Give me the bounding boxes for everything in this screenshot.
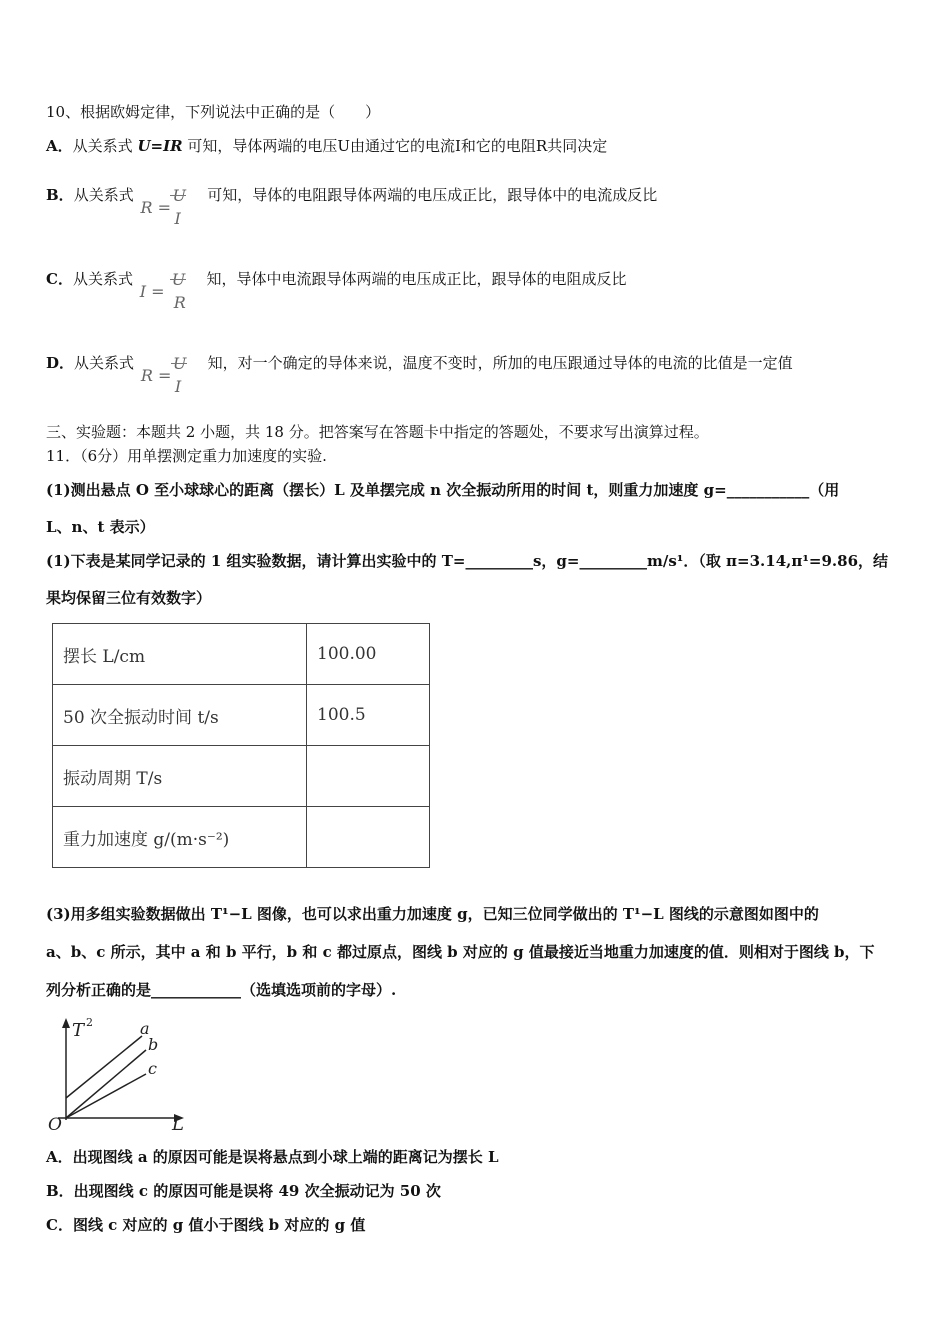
q11-part2-line2: 果均保留三位有效数字） (46, 589, 212, 607)
formula-fraction: R = U I (140, 186, 186, 228)
table-cell-value (307, 746, 430, 807)
q11-part1-line2: L、n、t 表示） (46, 518, 155, 536)
y-axis-superscript: 2 (86, 1016, 93, 1029)
table-cell-value: 100.5 (307, 685, 430, 746)
y-axis-arrow (62, 1018, 70, 1028)
table-cell-label: 50 次全振动时间 t/s (53, 685, 307, 746)
q10-option-b (46, 173, 658, 228)
option-post: 知，对一个确定的导体来说，温度不变时，所加的电压跟通过导体的电流的比值是一定值 (207, 354, 793, 372)
table-cell-value: 100.00 (307, 624, 430, 685)
table-cell-label: 摆长 L/cm (53, 624, 307, 685)
table-cell-value (307, 807, 430, 868)
formula-fraction: R = U I (140, 354, 187, 396)
option-pre: 从关系式 (72, 270, 133, 288)
graph-line-b (66, 1050, 146, 1118)
table-row (53, 746, 430, 807)
x-axis-label: L (172, 1114, 184, 1132)
q10-option-a (46, 136, 607, 156)
graph-label-a: a (140, 1019, 150, 1038)
formula-fraction: I = U R (139, 270, 186, 312)
formula-uir: U=IR (137, 137, 183, 155)
q11-option-b: B．出现图线 c 的原因可能是误将 49 次全振动记为 50 次 (46, 1182, 441, 1200)
option-pre: 从关系式 (73, 186, 134, 204)
q10-stem: 10、根据欧姆定律，下列说法中正确的是（ ） (46, 103, 381, 121)
y-axis-label: T (72, 1020, 85, 1041)
table-row (53, 807, 430, 868)
option-post: 知，导体中电流跟导体两端的电压成正比，跟导体的电阻成反比 (206, 270, 627, 288)
t2-l-graph (46, 1012, 196, 1132)
option-post: 可知，导体的电阻跟导体两端的电压成正比，跟导体中的电流成反比 (207, 186, 658, 204)
q11-part1-line1: (1)测出悬点 O 至小球球心的距离（摆长）L 及单摆完成 n 次全振动所用的时间 t，则重力加速度 g=___________（用 (46, 481, 840, 499)
option-label: B． (46, 186, 74, 204)
q11-part2-line1: (1)下表是某同学记录的 1 组实验数据，请计算出实验中的 T=_________s，g=_________m/s¹．（取 π=3.14,π¹=9.86，结 (46, 552, 889, 570)
origin-label: O (48, 1115, 62, 1132)
data-table (52, 623, 430, 868)
option-label: A． (46, 137, 73, 155)
graph-label-c: c (148, 1059, 157, 1078)
q11-part3-line2: a、b、c 所示，其中 a 和 b 平行，b 和 c 都过原点，图线 b 对应的 g 值最接近当地重力加速度的值．则相对于图线 b，下 (46, 943, 875, 961)
section-heading: 三、实验题：本题共 2 小题，共 18 分。把答案写在答题卡中指定的答题处，不要求写出演算过程。 (46, 423, 709, 441)
option-pre: 从关系式 (74, 354, 135, 372)
q11-part3-line3: 列分析正确的是____________（选填选项前的字母）. (46, 981, 397, 999)
q11-stem: 11．（6分）用单摆测定重力加速度的实验. (46, 447, 327, 465)
graph-line-c (66, 1074, 146, 1118)
q11-option-a: A．出现图线 a 的原因可能是误将悬点到小球上端的距离记为摆长 L (46, 1148, 499, 1166)
table-cell-label: 重力加速度 g/(m·s⁻²) (53, 807, 307, 868)
table-cell-label: 振动周期 T/s (53, 746, 307, 807)
table-row (53, 624, 430, 685)
table-row (53, 685, 430, 746)
option-post: 可知，导体两端的电压U由通过它的电流I和它的电阻R共同决定 (187, 137, 608, 155)
option-label: D． (46, 354, 75, 372)
q10-option-c (46, 257, 627, 312)
q10-option-d (46, 341, 793, 396)
option-pre: 从关系式 (72, 137, 133, 155)
q11-part3-line1: (3)用多组实验数据做出 T¹−L 图像，也可以求出重力加速度 g，已知三位同学做出的 T¹−L 图线的示意图如图中的 (46, 905, 819, 923)
option-label: C． (46, 270, 73, 288)
graph-label-b: b (148, 1035, 159, 1054)
q11-option-c: C．图线 c 对应的 g 值小于图线 b 对应的 g 值 (46, 1216, 366, 1234)
graph-line-a (66, 1036, 142, 1098)
